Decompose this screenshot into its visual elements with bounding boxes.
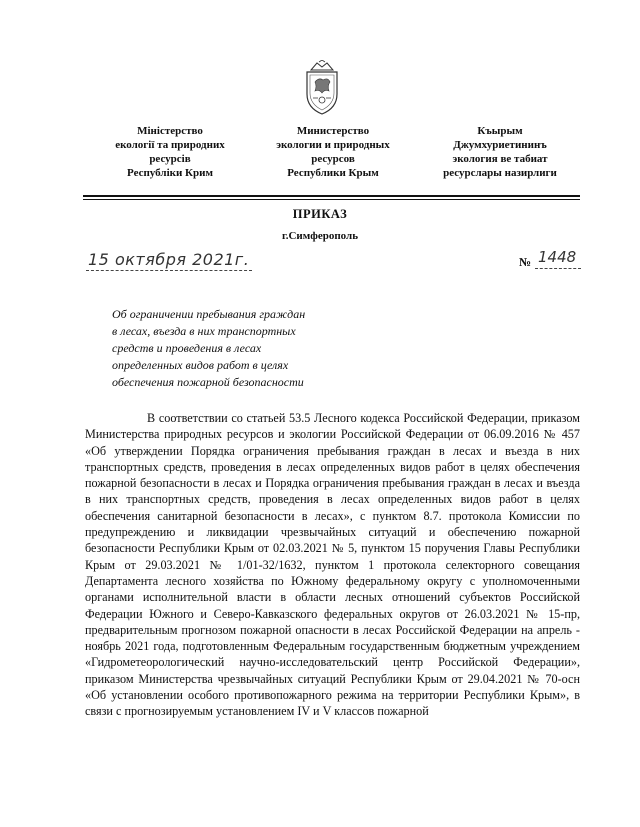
header-russian-block: [258, 124, 408, 180]
document-subject: [112, 306, 305, 391]
subject-line: определенных видов работ в целях: [112, 358, 289, 372]
header-ukrainian-line: ресурсів: [149, 153, 191, 165]
header-crimean-tatar-line: Джумхуриетининъ: [453, 139, 547, 151]
document-date-handwritten: 15 октября 2021г.: [88, 250, 250, 269]
header-russian-line: Министерство: [296, 125, 370, 137]
subject-line: Об ограничении пребывания граждан: [112, 307, 306, 321]
header-crimean-tatar-line: экология ве табиат: [452, 153, 548, 165]
header-divider-thin: [83, 199, 580, 200]
header-ukrainian-line: Міністерство: [137, 125, 203, 137]
document-body-paragraph: В соответствии со статьей 53.5 Лесного кодекса Российской Федерации, приказом Министерства природных ресурсов и экологии Российской Федерации от 06.09.2016 № 457 «Об утверждении Порядка ограничения пребывания граждан в лесах и въезда в них транспортных средств, проведения в лесах определенных видов работ в целях обеспечения пожарной безопасности в лесах и Порядка ограничения пребывания граждан в лесах и въезда в них транспортных средств, проведения в лесах определенных видов работ в целях обеспечения санитарной безопасности в лесах», с пунктом 8.7. протокола Комиссии по предупреждению и ликвидации чрезвычайных ситуаций и обеспечению пожарной безопасности Республики Крым от 02.03.2021 № 5, пунктом 15 поручения Главы Республики Крым от 29.03.2021 № 1/01-32/1632, пунктом 1 протокола селекторного совещания Департамента лесного хозяйства по Южному федеральному округу с уполномоченными органами исполнительной власти в области лесных отношений субъектов Российской Федерации Южного и Северо-Кавказского федеральных округов от 26.03.2021 № 15-пр, предварительным прогнозом пожарной опасности в лесах Российской Федерации на апрель - ноябрь 2021 года, подготовленным Федеральным государственным бюджетным учреждением «Гидрометеорологический научно-исследовательский центр Российской Федерации», приказом Министерства чрезвычайных ситуаций Республики Крым от 29.04.2021 № 70-осн «Об установлении особого противопожарного режима на территории Республики Крым», в связи с прогнозируемым установлением IV и V классов пожарной: [85, 411, 580, 719]
header-crimean-tatar-line: Къырым: [477, 125, 523, 137]
document-number-handwritten: 1448: [538, 248, 577, 266]
header-russian-line: ресурсов: [311, 153, 355, 165]
document-number-label: №: [519, 255, 532, 269]
subject-line: в лесах, въезда в них транспортных: [112, 324, 296, 338]
header-divider-thick: [83, 195, 580, 197]
header-ukrainian-line: екології та природних: [115, 139, 225, 151]
header-ukrainian-line: Республіки Крим: [127, 167, 213, 179]
header-russian-line: Республики Крым: [287, 167, 379, 179]
subject-line: обеспечения пожарной безопасности: [112, 375, 304, 389]
number-underline: [535, 268, 581, 269]
document-title: ПРИКАЗ: [292, 207, 348, 221]
header-crimean-tatar-line: ресурслары назирлиги: [443, 167, 557, 179]
date-underline: [86, 270, 252, 271]
header-ukrainian-block: [95, 124, 245, 180]
document-city: г.Симферополь: [281, 230, 359, 242]
coat-of-arms-emblem: [303, 60, 341, 116]
header-russian-line: экологии и природных: [276, 139, 390, 151]
header-crimean-tatar-block: [425, 124, 575, 180]
subject-line: средств и проведения в лесах: [112, 341, 262, 355]
